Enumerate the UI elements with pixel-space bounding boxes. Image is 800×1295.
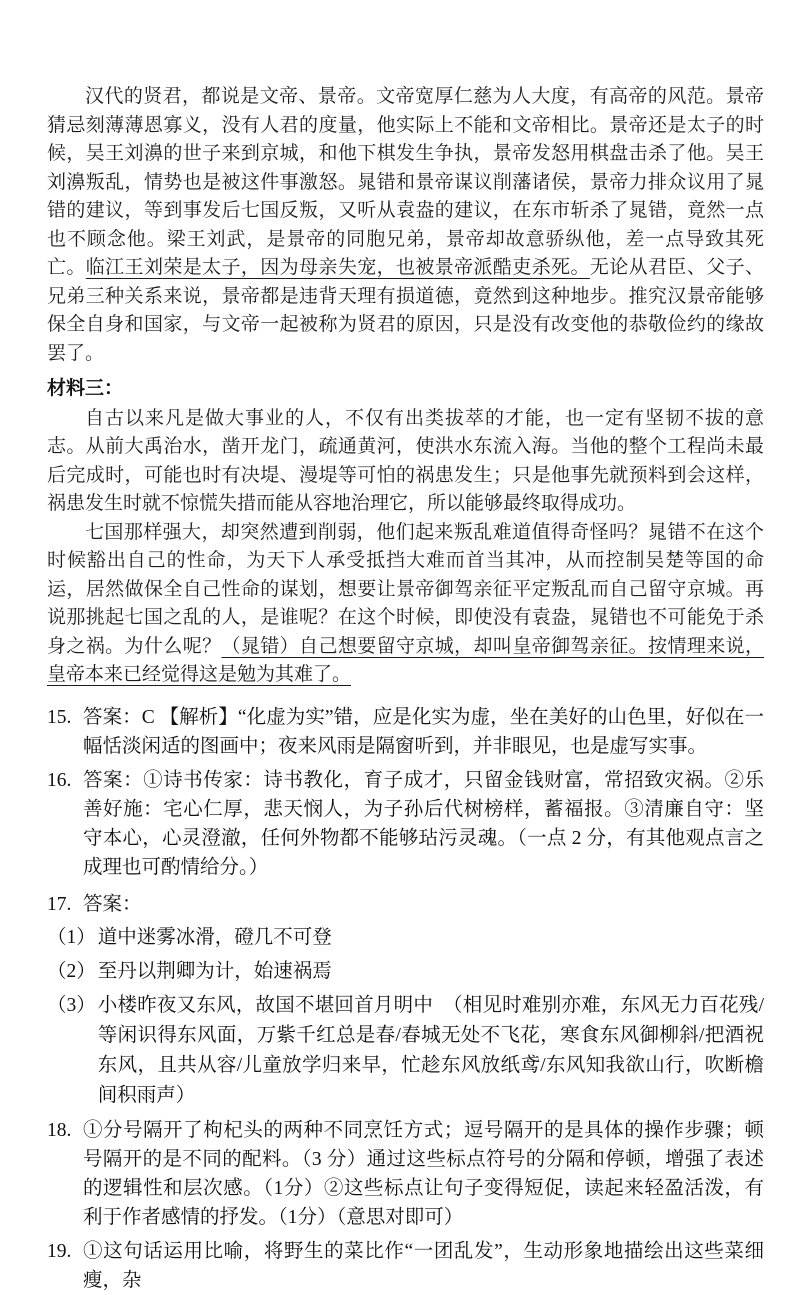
answer-16-number: 16. [47,769,72,791]
answer-16 [47,766,764,882]
answer-17-label: 答案： [83,893,142,915]
answer-16-text: 答案：①诗书传家：诗书教化，育子成才，只留金钱财富，常招致灾祸。②乐善好施：宅心仁厚，悲天悯人，为子孙后代树榜样，蓄福报。③清廉自守：坚守本心，心灵澄澈，任何外物都不能够玷污灵魂。（一点 2 分，有其他观点言之成理也可酌情给分。） [83,769,764,878]
answers-section [47,703,764,1295]
answer-19-number: 19. [47,1240,72,1262]
answer-17-item-2-marker: （2） [47,960,96,982]
paragraph-text: 汉代的贤君，都说是文帝、景帝。文帝宽厚仁慈为人大度，有高帝的风范。景帝猜忌刻薄薄恩寡义，没有人君的度量，他实际上不能和文帝相比。景帝还是太子的时候，吴王刘濞的世子来到京城，和他下棋发生争执，景帝发怒用棋盘击杀了他。吴王刘濞叛乱，情势也是被这件事激怒。晁错和景帝谋议削藩诸侯，景帝力排众议用了晁错的建议，等到事发后七国反叛，又听从袁盎的建议，在东市斩杀了晁错，竟然一点也不顾念他。梁王刘武，是景帝的同胞兄弟，景帝却故意骄纵他，差一点导致其死亡。 [47,86,764,278]
answer-17-item-3-marker: （3） [47,994,96,1016]
answer-17-item-2-text: 至丹以荆卿为计，始速祸焉 [97,960,332,982]
answer-18-number: 18. [47,1119,72,1141]
answer-19 [47,1237,764,1295]
translation-paragraph-jingdi [47,83,764,368]
paragraph-text: 七国那样强大，却突然遭到削弱，他们起来叛乱难道值得奇怪吗？晁错不在这个时候豁出自己的性命，为天下人承受抵挡大难而首当其冲，从而控制吴楚等国的命运，居然做保全自己性命的谋划，想要让景帝御驾亲征平定叛乱而自己留守京城。再说那挑起七国之乱的人，是谁呢？在这个时候，即使没有袁盎，晁错也不可能免于杀身之祸。为什么呢？ [47,521,764,657]
answer-17-item-3 [47,991,764,1111]
answer-19-text: ①这句话运用比喻，将野生的菜比作“一团乱发”，生动形象地描绘出这些菜细瘦，杂 [83,1240,764,1291]
answer-17-item-1 [47,923,764,953]
translation-paragraph-dayu: 自古以来凡是做大事业的人，不仅有出类拔萃的才能，也一定有坚韧不拔的意志。从前大禹治水，凿开龙门，疏通黄河，使洪水东流入海。当他的整个工程尚未最后完成时，可能也时有决堤、漫堤等可怕的祸患发生；只是他事先就预料到会这样，祸患发生时就不惊慌失措而能从容地治理它，所以能够最终取得成功。 [47,407,764,514]
underlined-text: （晁错）自己想要留守京城，却叫皇帝御驾亲征。按情理来说，皇帝本来已经觉得这是勉为其难了。 [47,635,764,685]
answer-17-item-3-text: 小楼昨夜又东风，故国不堪回首月明中 （相见时难别亦难，东风无力百花残/等闲识得东风面，万紫千红总是春/春城无处不飞花，寒食东风御柳斜/把酒祝东风，且共从容/儿童放学归来早，忙趁东风放纸鸢/东风知我欲山行，吹断檐间积雨声） [97,994,764,1106]
answer-15-number: 15. [47,706,72,728]
answer-18-text: ①分号隔开了枸杞头的两种不同烹饪方式；逗号隔开的是具体的操作步骤；顿号隔开的是不同的配料。（3 分）通过这些标点符号的分隔和停顿，增强了表述的逻辑性和层次感。（1分）②这些标点让句子变得短促，读起来轻盈活泼，有利于作者感情的抒发。（1分）（意思对即可） [83,1119,764,1228]
answer-15-text: 答案：C 【解析】“化虚为实”错，应是化实为虚，坐在美好的山色里，好似在一幅恬淡闲适的图画中；夜来风雨是隔窗听到，并非眼见，也是虚写实事。 [83,706,764,757]
answer-17-number: 17. [47,893,72,915]
paragraph-text: 无论从君臣、父子、兄弟三种关系来说，景帝都是违背天理有损道德，竟然到这种地步。推究汉景帝能够保全自身和国家，与文帝一起被称为贤君的原因，只是没有改变他的恭敬俭约的缘故罢了。 [47,257,764,364]
underlined-text: 临江王刘荣是太子，因为母亲失宠，也被景帝派酷吏杀死。 [85,257,590,278]
material-3-heading: 材料三： [47,378,124,399]
answer-18 [47,1116,764,1232]
answer-17 [47,890,764,919]
answer-15 [47,703,764,761]
answer-17-item-1-marker: （1） [47,926,96,948]
translation-paragraph-qiguo [47,519,764,690]
answer-17-item-1-text: 道中迷雾冰滑，磴几不可登 [97,926,332,948]
answer-17-item-2 [47,957,764,987]
